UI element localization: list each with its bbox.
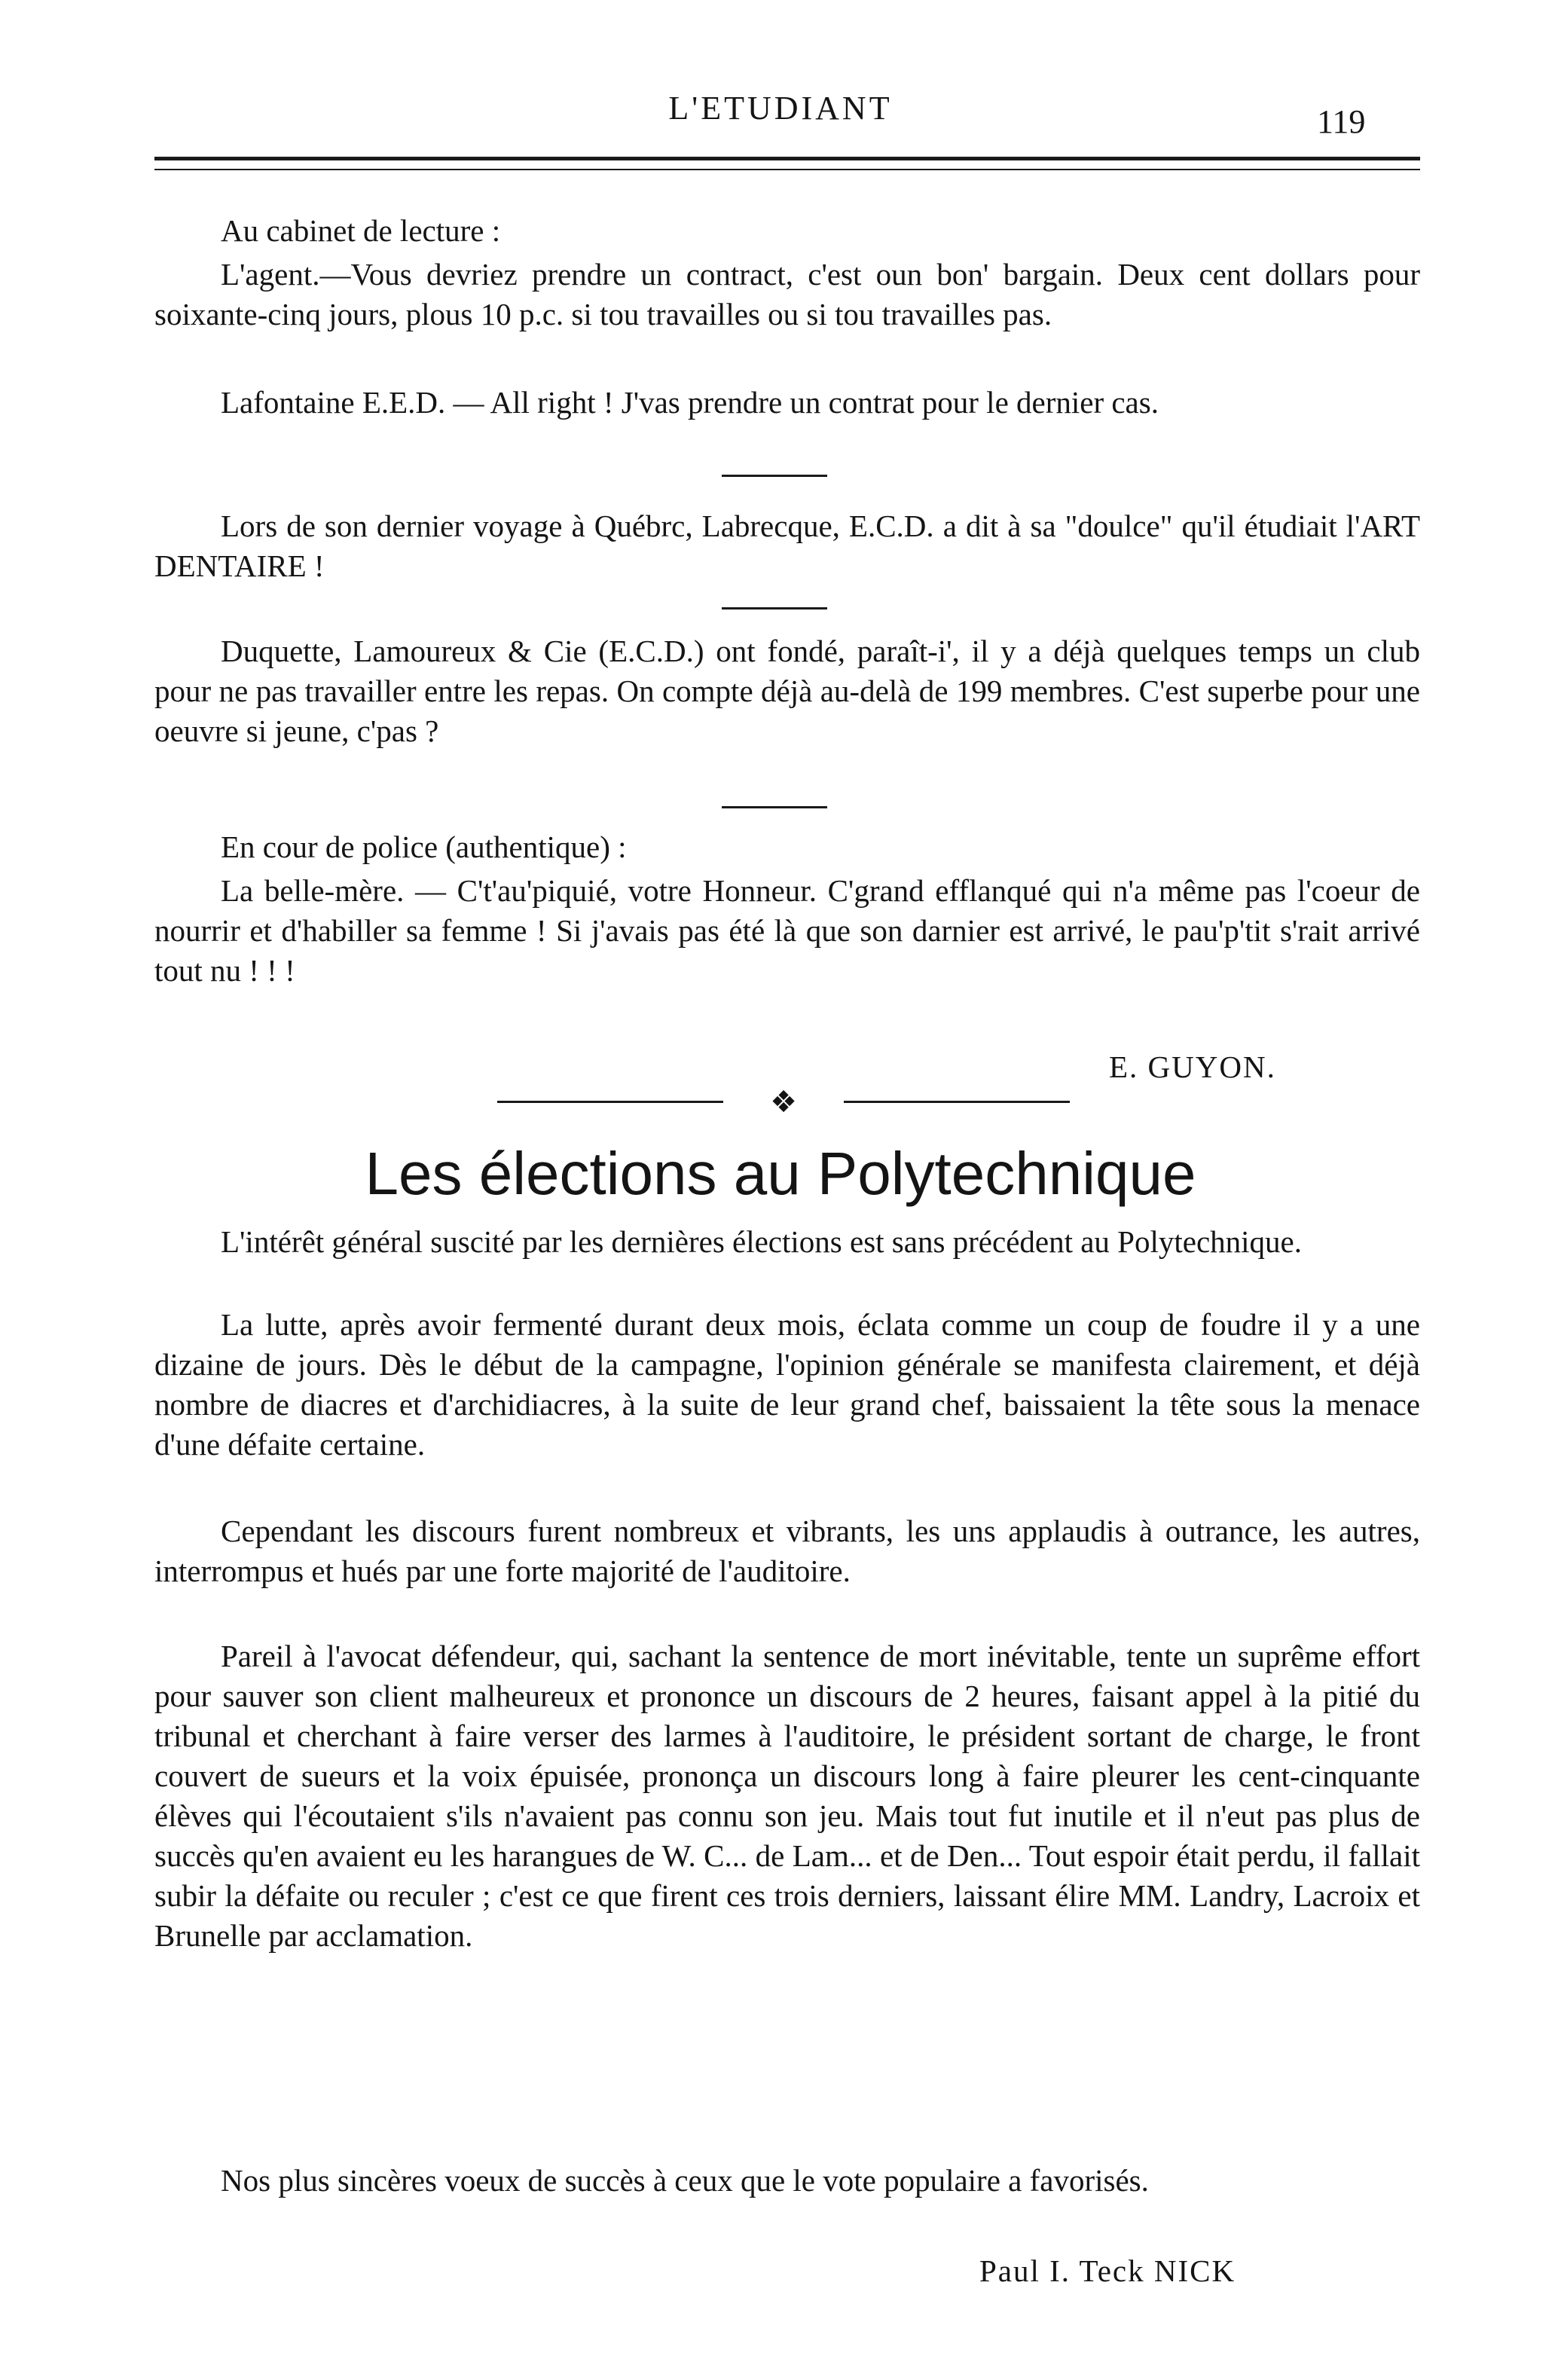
ornament-line-left: [497, 1101, 723, 1103]
anecdote-heading: Au cabinet de lecture :: [221, 213, 501, 248]
ornament-icon: ❖: [770, 1085, 797, 1120]
anecdote-paragraph: L'agent.—Vous devriez prendre un contract, c'est oun bon' bargain. Deux cent dollars pour soixante-cinq jours, plous 10 p.c. si tou travailles ou si tou travailles pas.: [154, 257, 1420, 331]
separator-rule: [722, 475, 827, 477]
article-paragraph: Pareil à l'avocat défendeur, qui, sachant la sentence de mort inévitable, tente un suprême effort pour sauver son client malheureux et prononce un discours de 2 heures, faisant appel à la pitié du tribunal et cherchant à faire verser des larmes à l'auditoire, le président sortant de charge, le front couvert de sueurs et la voix épuisée, prononça un discours long à faire pleurer les cent-cinquante élèves qui l'écoutaient s'ils n'avaient pas connu son jeu. Mais tout fut inutile et il n'eut pas plus de succès qu'en avaient eu les harangues de W. C... de Lam... et de Den... Tout espoir était perdu, il fallait subir la défaite ou reculer ; c'est ce que firent ces trois derniers, laissant élire MM. Landry, Lacroix et Brunelle par acclamation.: [154, 1639, 1420, 1953]
header-rule-thick: [154, 157, 1420, 160]
anecdote-paragraph: Lors de son dernier voyage à Québrc, Labrecque, E.C.D. a dit à sa "doulce" qu'il étudiait l'ART DENTAIRE !: [154, 509, 1420, 583]
anecdote-paragraph: Lafontaine E.E.D. — All right ! J'vas prendre un contrat pour le dernier cas.: [221, 385, 1159, 420]
anecdote-paragraph: La belle-mère. — C't'au'piquié, votre Honneur. C'grand efflanqué qui n'a même pas l'coeur de nourrir et d'habiller sa femme ! Si j'avais pas été là que son darnier est arrivé, le pau'p'tit s'rait arrivé tout nu ! ! !: [154, 873, 1420, 988]
anecdote-heading: En cour de police (authentique) :: [221, 829, 627, 864]
article-paragraph: Cependant les discours furent nombreux et vibrants, les uns applaudis à outrance, les autres, interrompus et hués par une forte majorité de l'auditoire.: [154, 1514, 1420, 1588]
page-number: 119: [1317, 103, 1366, 140]
article-paragraph: L'intérêt général suscité par les dernières élections est sans précédent au Polytechnique.: [221, 1224, 1302, 1259]
signature: E. GUYON.: [1109, 1049, 1276, 1084]
signature: Paul I. Teck NICK: [979, 2253, 1236, 2288]
article-paragraph: Nos plus sincères voeux de succès à ceux que le vote populaire a favorisés.: [221, 2163, 1149, 2198]
ornament-line-right: [844, 1101, 1070, 1103]
running-title: L'ETUDIANT: [668, 90, 893, 127]
article-title: Les élections au Polytechnique: [365, 1140, 1196, 1207]
header-rule-thin: [154, 169, 1420, 170]
section-ornament: [497, 1085, 1070, 1120]
separator-rule: [722, 607, 827, 610]
anecdote-paragraph: Duquette, Lamoureux & Cie (E.C.D.) ont fondé, paraît-i', il y a déjà quelques temps un club pour ne pas travailler entre les repas. On compte déjà au-delà de 199 membres. C'est superbe pour une oeuvre si jeune, c'pas ?: [154, 634, 1420, 748]
separator-rule: [722, 806, 827, 808]
article-paragraph: La lutte, après avoir fermenté durant deux mois, éclata comme un coup de foudre il y a une dizaine de jours. Dès le début de la campagne, l'opinion générale se manifesta clairement, et déjà nombre de diacres et d'archidiacres, à la suite de leur grand chef, baissaient la tête sous la menace d'une défaite certaine.: [154, 1307, 1420, 1462]
